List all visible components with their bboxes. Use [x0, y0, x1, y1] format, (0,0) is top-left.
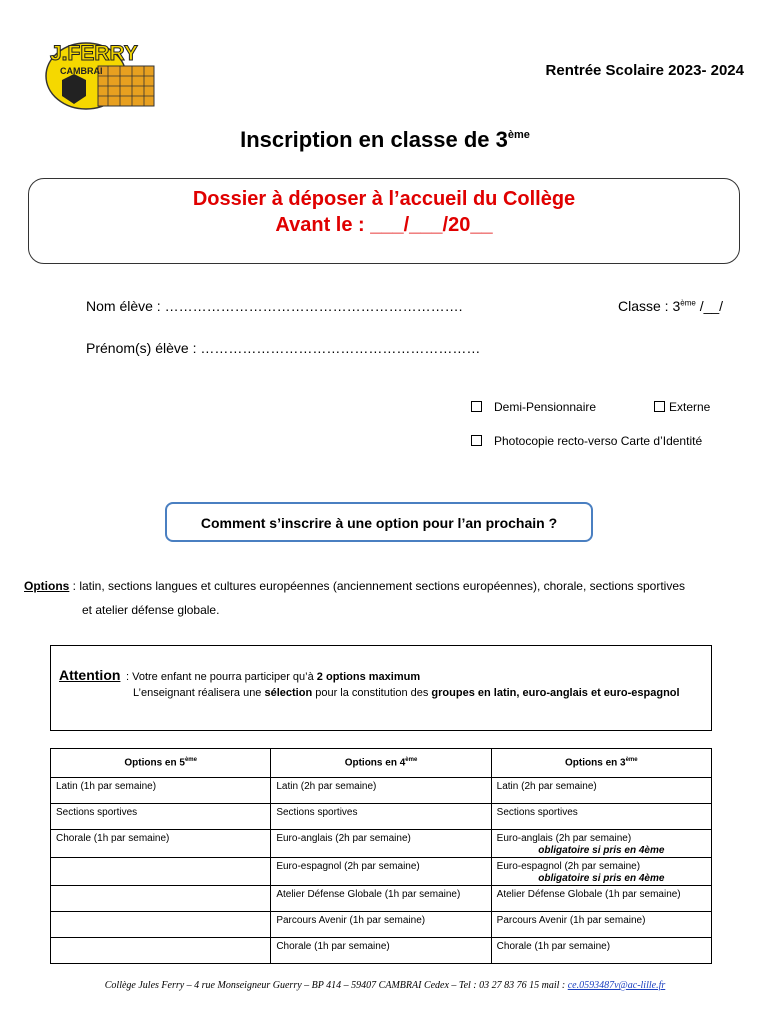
checkbox-icon — [654, 401, 665, 412]
classe-field: Classe : 3ème /__/ — [618, 298, 724, 314]
table-cell: Latin (2h par semaine) — [491, 778, 711, 804]
table-cell: Chorale (1h par semaine) — [491, 938, 711, 964]
table-row — [51, 886, 712, 912]
table-cell: Chorale (1h par semaine) — [51, 830, 271, 858]
table-cell: Chorale (1h par semaine) — [271, 938, 491, 964]
table-row — [51, 858, 712, 886]
deadline-notice — [28, 178, 740, 264]
attention-line-2: L’enseignant réalisera une sélection pour la constitution des groupes en latin, euro-anglais et euro-espagnol — [133, 687, 680, 699]
options-label: Options — [24, 579, 70, 593]
table-note: obligatoire si pris en 4ème — [538, 845, 665, 856]
checkbox-photocopie[interactable]: Photocopie recto-verso Carte d’Identité — [471, 434, 702, 448]
checkbox-demi-pensionnaire[interactable]: Demi-Pensionnaire — [471, 400, 596, 414]
header-5eme: Options en 5ème — [51, 749, 271, 778]
table-note: obligatoire si pris en 4ème — [538, 873, 665, 884]
table-cell: Euro-espagnol (2h par semaine) obligatoire si pris en 4ème — [491, 858, 711, 886]
header-3eme: Options en 3ème — [491, 749, 711, 778]
options-paragraph: Options : latin, sections langues et cultures européennes (anciennement sections européennes), chorale, sections sportives et atelier défense globale. — [24, 579, 686, 617]
table-row — [51, 938, 712, 964]
table-cell: Euro-espagnol (2h par semaine) — [271, 858, 491, 886]
logo-title: J.FERRY — [50, 42, 138, 65]
header-4eme: Options en 4ème — [271, 749, 491, 778]
table-cell: Atelier Défense Globale (1h par semaine) — [491, 886, 711, 912]
notice-line-1: Dossier à déposer à l’accueil du Collège — [192, 188, 576, 210]
howto-heading: Comment s’inscrire à une option pour l’an prochain ? — [165, 502, 593, 542]
table-cell: Sections sportives — [271, 804, 491, 830]
table-cell: Sections sportives — [491, 804, 711, 830]
table-cell: Euro-anglais (2h par semaine) — [271, 830, 491, 858]
options-table — [50, 748, 712, 964]
table-cell: Parcours Avenir (1h par semaine) — [271, 912, 491, 938]
prenom-field: Prénom(s) élève : …………………………………………………… — [86, 340, 481, 356]
page-title: Inscription en classe de 3ème — [240, 127, 530, 152]
attention-box — [50, 645, 712, 731]
school-logo — [40, 36, 158, 110]
attention-line-1: : Votre enfant ne pourra participer qu’à 2 options maximum — [126, 671, 421, 683]
table-cell — [51, 938, 271, 964]
table-cell: Latin (1h par semaine) — [51, 778, 271, 804]
school-year: Rentrée Scolaire 2023- 2024 — [545, 62, 744, 79]
logo-subtitle: CAMBRAI — [60, 66, 103, 76]
table-cell: Atelier Défense Globale (1h par semaine) — [271, 886, 491, 912]
table-cell: Euro-anglais (2h par semaine) obligatoire si pris en 4ème — [491, 830, 711, 858]
table-row — [51, 778, 712, 804]
table-cell: Sections sportives — [51, 804, 271, 830]
table-row — [51, 912, 712, 938]
table-row — [51, 830, 712, 858]
nom-field: Nom élève : ………………………………………………………. — [86, 298, 463, 314]
checkbox-icon — [471, 401, 482, 412]
table-cell — [51, 858, 271, 886]
table-cell: Parcours Avenir (1h par semaine) — [491, 912, 711, 938]
table-cell: Latin (2h par semaine) — [271, 778, 491, 804]
table-header-row — [51, 749, 712, 778]
table-row — [51, 804, 712, 830]
footer: Collège Jules Ferry – 4 rue Monseigneur Guerry – BP 414 – 59407 CAMBRAI Cedex – Tel : 03 27 83 76 15 mail : ce.0593487v@ac-lille.fr — [104, 980, 666, 991]
email-link[interactable]: ce.0593487v@ac-lille.fr — [567, 980, 666, 991]
checkbox-externe[interactable]: Externe — [654, 400, 710, 414]
table-cell — [51, 912, 271, 938]
checkbox-icon — [471, 435, 482, 446]
attention-label: Attention — [59, 667, 121, 683]
table-cell — [51, 886, 271, 912]
notice-line-2: Avant le : ___/___/20__ — [275, 214, 493, 236]
